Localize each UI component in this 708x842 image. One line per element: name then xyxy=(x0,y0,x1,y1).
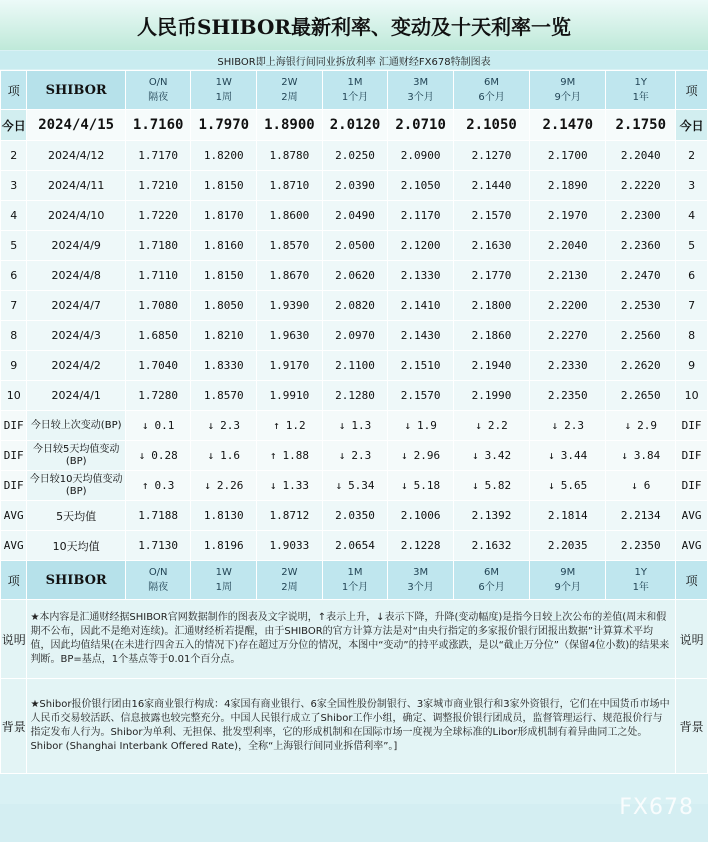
rate-cell: 1.7220 xyxy=(125,201,191,231)
row-date: 2024/4/10 xyxy=(27,201,125,231)
rate-cell: 1.7180 xyxy=(125,231,191,261)
row-date: 2024/4/11 xyxy=(27,171,125,201)
rate-cell: 1.7160 xyxy=(125,110,191,141)
background-label: 背景 xyxy=(1,679,27,774)
change-value: 0.28 xyxy=(151,449,178,462)
avg-row xyxy=(1,501,708,531)
arrow-down-icon: ↓ xyxy=(138,449,146,462)
dif-label: 今日较上次变动(BP) xyxy=(27,411,125,441)
change-cell xyxy=(388,411,454,441)
term-code: 1W xyxy=(215,77,232,88)
rate-cell: 2.0900 xyxy=(388,141,454,171)
row-index: 2 xyxy=(676,141,708,171)
row-index: 4 xyxy=(1,201,27,231)
table-row xyxy=(1,171,708,201)
rate-cell: 1.9390 xyxy=(257,291,323,321)
row-date: 2024/4/15 xyxy=(27,110,125,141)
rate-cell: 2.1510 xyxy=(388,351,454,381)
arrow-down-icon: ↓ xyxy=(401,449,408,462)
change-cell xyxy=(453,471,529,501)
term-name: 隔夜 xyxy=(148,582,169,593)
rate-cell: 2.2350 xyxy=(530,381,606,411)
avg-row xyxy=(1,531,708,561)
background-text: ★Shibor报价银行团由16家商业银行构成：4家国有商业银行、6家全国性股份制银行、3家城市商业银行和3家外资银行，它们在中国货币市场中人民币交易较活跃、信息披露也较完整充分。中国人民银行成立了Shibor工作小组，确定、调整报价银行团成员，监督管理运行、规范报价行与指定发布人行为。Shibor为单利、无担保、批发型利率，它的形成机制和在国际市场一度视为全球标准的Libor形成机制有着异曲同工之处。Shibor (Shanghai Interbank Offered Rate)，全称“上海银行间同业拆借利率”。] xyxy=(27,679,676,774)
table-row xyxy=(1,351,708,381)
change-value: 6 xyxy=(643,479,651,492)
dif-label: 今日较10天均值变动(BP) xyxy=(27,471,125,501)
dif-row xyxy=(1,441,708,471)
arrow-down-icon: ↓ xyxy=(204,479,211,492)
footer-band xyxy=(0,804,708,842)
change-value: 1.9 xyxy=(416,419,437,432)
term-header xyxy=(191,561,257,600)
row-index: 8 xyxy=(676,321,708,351)
change-value: 5.82 xyxy=(484,479,512,492)
header-row xyxy=(1,71,708,110)
term-code: 1M xyxy=(347,567,363,578)
term-name: 3个月 xyxy=(407,92,434,103)
rate-cell: 1.8670 xyxy=(257,261,323,291)
rate-cell: 1.8210 xyxy=(191,321,257,351)
row-index: 4 xyxy=(676,201,708,231)
change-value: 2.9 xyxy=(637,419,657,432)
row-date: 2024/4/8 xyxy=(27,261,125,291)
rate-cell: 2.2620 xyxy=(606,351,676,381)
arrow-down-icon: ↓ xyxy=(475,419,482,432)
rate-cell: 2.1800 xyxy=(453,291,529,321)
rate-cell: 1.8150 xyxy=(191,171,257,201)
arrow-down-icon: ↓ xyxy=(551,419,559,432)
rate-cell: 1.8570 xyxy=(191,381,257,411)
table-row xyxy=(1,201,708,231)
rate-cell: 1.8710 xyxy=(257,171,323,201)
rate-cell: 1.7188 xyxy=(125,501,191,531)
arrow-down-icon: ↓ xyxy=(621,449,628,462)
row-date: 2024/4/7 xyxy=(27,291,125,321)
arrow-up-icon: ↑ xyxy=(273,419,280,432)
rate-cell: 2.1940 xyxy=(453,351,529,381)
change-value: 2.3 xyxy=(564,419,584,432)
rate-cell: 2.1100 xyxy=(322,351,388,381)
term-code: 9M xyxy=(560,567,576,578)
change-value: 2.96 xyxy=(413,449,441,462)
table-row xyxy=(1,321,708,351)
page-title: 人民币SHIBOR最新利率、变动及十天利率一览 xyxy=(0,0,708,50)
rate-cell: 2.2035 xyxy=(530,531,606,561)
rate-cell: 1.7110 xyxy=(125,261,191,291)
term-header xyxy=(191,71,257,110)
row-date: 2024/4/9 xyxy=(27,231,125,261)
term-name: 3个月 xyxy=(407,582,434,593)
term-header xyxy=(530,561,606,600)
change-cell xyxy=(453,441,529,471)
rate-cell: 1.8330 xyxy=(191,351,257,381)
term-header xyxy=(453,561,529,600)
term-code: 2W xyxy=(281,567,298,578)
change-cell xyxy=(606,471,676,501)
change-cell xyxy=(322,411,388,441)
row-date: 2024/4/3 xyxy=(27,321,125,351)
rate-cell: 2.2470 xyxy=(606,261,676,291)
row-index: DIF xyxy=(676,441,708,471)
header-row xyxy=(1,561,708,600)
row-index: 6 xyxy=(676,261,708,291)
explain-label: 说明 xyxy=(676,600,708,679)
rate-cell: 1.8050 xyxy=(191,291,257,321)
rate-cell: 2.1700 xyxy=(530,141,606,171)
rate-cell: 2.2220 xyxy=(606,171,676,201)
arrow-down-icon: ↓ xyxy=(548,479,555,492)
rate-cell: 2.0350 xyxy=(322,501,388,531)
row-index: 6 xyxy=(1,261,27,291)
rate-cell: 2.1228 xyxy=(388,531,454,561)
rate-cell: 2.0390 xyxy=(322,171,388,201)
row-index: 8 xyxy=(1,321,27,351)
rate-cell: 2.2560 xyxy=(606,321,676,351)
change-value: 0.1 xyxy=(154,419,175,432)
rate-cell: 1.7210 xyxy=(125,171,191,201)
rate-cell: 1.7130 xyxy=(125,531,191,561)
term-code: 3M xyxy=(413,77,429,88)
arrow-up-icon: ↑ xyxy=(141,479,149,492)
rate-cell: 2.1630 xyxy=(453,231,529,261)
change-cell xyxy=(606,441,676,471)
rate-cell: 2.1890 xyxy=(530,171,606,201)
page-subtitle: SHIBOR即上海银行间同业拆放利率 汇通财经FX678特制图表 xyxy=(0,51,708,69)
change-cell xyxy=(125,471,191,501)
rate-cell: 2.1050 xyxy=(453,110,529,141)
rate-cell: 2.2270 xyxy=(530,321,606,351)
rate-cell: 2.1860 xyxy=(453,321,529,351)
rate-cell: 2.1970 xyxy=(530,201,606,231)
rate-cell: 2.1470 xyxy=(530,110,606,141)
rate-cell: 2.1410 xyxy=(388,291,454,321)
rate-cell: 1.8900 xyxy=(257,110,323,141)
rate-cell: 1.8170 xyxy=(191,201,257,231)
row-index: AVG xyxy=(1,501,27,531)
rate-cell: 2.1570 xyxy=(453,201,529,231)
change-cell xyxy=(322,471,388,501)
arrow-down-icon: ↓ xyxy=(207,449,215,462)
arrow-down-icon: ↓ xyxy=(141,419,149,432)
term-header xyxy=(322,71,388,110)
term-name: 2周 xyxy=(281,582,298,593)
change-cell xyxy=(606,411,676,441)
change-value: 3.42 xyxy=(484,449,512,462)
rate-cell: 2.2530 xyxy=(606,291,676,321)
row-index: 5 xyxy=(676,231,708,261)
term-name: 6个月 xyxy=(478,92,505,103)
term-name: 1个月 xyxy=(341,92,369,103)
term-name: 1年 xyxy=(632,92,649,103)
table-row xyxy=(1,291,708,321)
rate-cell: 1.7040 xyxy=(125,351,191,381)
avg-label: 5天均值 xyxy=(27,501,125,531)
rate-cell: 2.1430 xyxy=(388,321,454,351)
table-row xyxy=(1,261,708,291)
term-code: O/N xyxy=(148,567,168,578)
arrow-down-icon: ↓ xyxy=(548,449,555,462)
change-value: 0.3 xyxy=(154,479,175,492)
term-code: 1Y xyxy=(634,567,647,578)
rate-cell: 2.1200 xyxy=(388,231,454,261)
rate-cell: 2.2040 xyxy=(606,141,676,171)
background-label: 背景 xyxy=(676,679,708,774)
rate-cell: 2.2300 xyxy=(606,201,676,231)
row-date: 2024/4/2 xyxy=(27,351,125,381)
rate-cell: 1.7970 xyxy=(191,110,257,141)
rate-cell: 1.9630 xyxy=(257,321,323,351)
term-header xyxy=(453,71,529,110)
rate-cell: 2.1750 xyxy=(606,110,676,141)
change-value: 2.3 xyxy=(220,419,241,432)
rate-cell: 2.1770 xyxy=(453,261,529,291)
arrow-down-icon: ↓ xyxy=(269,479,277,492)
row-index: 5 xyxy=(1,231,27,261)
term-code: 1W xyxy=(215,567,232,578)
term-name: 1周 xyxy=(215,582,232,593)
term-header xyxy=(125,561,191,600)
rate-cell: 1.7080 xyxy=(125,291,191,321)
rate-cell: 2.2360 xyxy=(606,231,676,261)
term-header xyxy=(125,71,191,110)
change-cell xyxy=(453,411,529,441)
row-date: 2024/4/1 xyxy=(27,381,125,411)
arrow-down-icon: ↓ xyxy=(404,419,411,432)
arrow-down-icon: ↓ xyxy=(471,449,479,462)
row-index: AVG xyxy=(676,501,708,531)
rate-cell: 1.8150 xyxy=(191,261,257,291)
rate-cell: 2.1270 xyxy=(453,141,529,171)
rate-cell: 1.8600 xyxy=(257,201,323,231)
change-cell xyxy=(125,441,191,471)
change-value: 5.34 xyxy=(348,479,375,492)
change-value: 1.3 xyxy=(351,419,372,432)
term-header xyxy=(606,561,676,600)
change-cell xyxy=(388,471,454,501)
rate-table xyxy=(0,70,708,774)
explain-label: 说明 xyxy=(1,600,27,679)
rate-cell: 2.1170 xyxy=(388,201,454,231)
row-index: 7 xyxy=(676,291,708,321)
change-cell xyxy=(191,441,257,471)
rate-cell: 2.2330 xyxy=(530,351,606,381)
table-row xyxy=(1,141,708,171)
rate-cell: 2.0654 xyxy=(322,531,388,561)
rate-cell: 1.8780 xyxy=(257,141,323,171)
term-code: 3M xyxy=(413,567,429,578)
row-index: 10 xyxy=(676,381,708,411)
rate-cell: 2.2650 xyxy=(606,381,676,411)
arrow-up-icon: ↑ xyxy=(269,449,277,462)
arrow-down-icon: ↓ xyxy=(624,419,632,432)
arrow-down-icon: ↓ xyxy=(401,479,408,492)
row-index: 今日 xyxy=(676,110,708,141)
table-row xyxy=(1,231,708,261)
arrow-down-icon: ↓ xyxy=(631,479,638,492)
rate-cell: 1.8196 xyxy=(191,531,257,561)
background-row xyxy=(1,679,708,774)
term-header xyxy=(322,561,388,600)
rate-cell: 2.0820 xyxy=(322,291,388,321)
row-index: DIF xyxy=(676,411,708,441)
term-name: 9个月 xyxy=(554,92,581,103)
change-value: 1.33 xyxy=(282,479,309,492)
term-name: 9个月 xyxy=(554,582,581,593)
change-cell xyxy=(530,411,606,441)
side-label: 项 xyxy=(1,71,27,110)
rate-cell: 1.9170 xyxy=(257,351,323,381)
row-index: AVG xyxy=(1,531,27,561)
term-header xyxy=(257,71,323,110)
rate-cell: 2.1814 xyxy=(530,501,606,531)
row-index: 今日 xyxy=(1,110,27,141)
term-code: 6M xyxy=(484,77,500,88)
row-index: 3 xyxy=(1,171,27,201)
change-cell xyxy=(388,441,454,471)
change-cell xyxy=(257,441,323,471)
change-value: 2.2 xyxy=(487,419,508,432)
rate-cell: 2.1990 xyxy=(453,381,529,411)
rate-cell: 1.8130 xyxy=(191,501,257,531)
arrow-down-icon: ↓ xyxy=(471,479,479,492)
rate-cell: 2.0490 xyxy=(322,201,388,231)
change-value: 2.26 xyxy=(216,479,244,492)
change-cell xyxy=(322,441,388,471)
rate-cell: 1.6850 xyxy=(125,321,191,351)
rate-cell: 1.8200 xyxy=(191,141,257,171)
rate-cell: 1.9033 xyxy=(257,531,323,561)
arrow-down-icon: ↓ xyxy=(338,449,346,462)
dif-row xyxy=(1,411,708,441)
dif-label: 今日较5天均值变动(BP) xyxy=(27,441,125,471)
dif-row xyxy=(1,471,708,501)
today-row xyxy=(1,110,708,141)
row-index: DIF xyxy=(1,411,27,441)
term-code: 1Y xyxy=(634,77,647,88)
rate-cell: 2.2350 xyxy=(606,531,676,561)
term-name: 1周 xyxy=(215,92,232,103)
term-name: 1年 xyxy=(632,582,649,593)
rate-cell: 2.0120 xyxy=(322,110,388,141)
term-name: 2周 xyxy=(281,92,298,103)
rate-cell: 2.0620 xyxy=(322,261,388,291)
rate-cell: 1.8570 xyxy=(257,231,323,261)
header-label: SHIBOR xyxy=(27,561,125,600)
term-name: 1个月 xyxy=(341,582,369,593)
arrow-down-icon: ↓ xyxy=(207,419,215,432)
change-value: 1.2 xyxy=(285,419,306,432)
rate-cell: 2.1050 xyxy=(388,171,454,201)
rate-cell: 2.0970 xyxy=(322,321,388,351)
row-index: DIF xyxy=(1,471,27,501)
rate-cell: 1.7170 xyxy=(125,141,191,171)
header-label: SHIBOR xyxy=(27,71,125,110)
term-code: 2W xyxy=(281,77,298,88)
arrow-down-icon: ↓ xyxy=(338,419,346,432)
rate-cell: 2.2200 xyxy=(530,291,606,321)
rate-cell: 2.1632 xyxy=(453,531,529,561)
change-value: 5.18 xyxy=(413,479,441,492)
term-name: 6个月 xyxy=(478,582,505,593)
term-header xyxy=(388,71,454,110)
explain-row xyxy=(1,600,708,679)
avg-label: 10天均值 xyxy=(27,531,125,561)
side-label: 项 xyxy=(1,561,27,600)
rate-cell: 2.1280 xyxy=(322,381,388,411)
change-cell xyxy=(530,471,606,501)
term-code: 1M xyxy=(347,77,363,88)
row-index: DIF xyxy=(1,441,27,471)
change-value: 1.88 xyxy=(282,449,309,462)
row-index: 9 xyxy=(676,351,708,381)
term-header xyxy=(388,561,454,600)
rate-cell: 1.8160 xyxy=(191,231,257,261)
rate-cell: 1.9910 xyxy=(257,381,323,411)
change-value: 2.3 xyxy=(351,449,372,462)
row-index: 2 xyxy=(1,141,27,171)
term-header xyxy=(257,561,323,600)
change-value: 3.44 xyxy=(560,449,588,462)
rate-cell: 2.1392 xyxy=(453,501,529,531)
change-cell xyxy=(257,471,323,501)
change-cell xyxy=(125,411,191,441)
change-value: 5.65 xyxy=(560,479,588,492)
side-label: 项 xyxy=(676,561,708,600)
side-label: 项 xyxy=(676,71,708,110)
change-cell xyxy=(191,411,257,441)
term-code: O/N xyxy=(148,77,168,88)
rate-cell: 2.0250 xyxy=(322,141,388,171)
rate-cell: 2.0710 xyxy=(388,110,454,141)
rate-cell: 2.1440 xyxy=(453,171,529,201)
row-index: DIF xyxy=(676,471,708,501)
row-date: 2024/4/12 xyxy=(27,141,125,171)
term-code: 9M xyxy=(560,77,576,88)
row-index: AVG xyxy=(676,531,708,561)
row-index: 7 xyxy=(1,291,27,321)
rate-cell: 2.1006 xyxy=(388,501,454,531)
rate-cell: 2.2134 xyxy=(606,501,676,531)
rate-cell: 2.1330 xyxy=(388,261,454,291)
rate-cell: 1.7280 xyxy=(125,381,191,411)
change-value: 1.6 xyxy=(220,449,241,462)
explain-text: ★本内容是汇通财经据SHIBOR官网数据制作的图表及文字说明，↑表示上升，↓表示下降，升降(变动幅度)是指今日较上次公布的差值(周末和假期不公布，因此不是绝对连续)。汇通财经析若提醒，由于SHIBOR的官方计算方法是对“由央行指定的多家报价银行团报出数据”计算算术平均值，因此均值结果(在未进行四舍五入的情况下)存在超过万分位的情况，本图中“变动”的持平或涨跌，是以“截止万分位”（保留4位小数)的结果来判断。BP=基点，1个基点等于0.01个百分点。 xyxy=(27,600,676,679)
row-index: 10 xyxy=(1,381,27,411)
change-cell xyxy=(530,441,606,471)
table-row xyxy=(1,381,708,411)
arrow-down-icon: ↓ xyxy=(335,479,343,492)
change-cell xyxy=(257,411,323,441)
term-header xyxy=(530,71,606,110)
rate-cell: 2.2040 xyxy=(530,231,606,261)
row-index: 9 xyxy=(1,351,27,381)
change-value: 3.84 xyxy=(633,449,661,462)
watermark-logo: FX678 xyxy=(619,795,694,820)
rate-cell: 2.1570 xyxy=(388,381,454,411)
change-cell xyxy=(191,471,257,501)
row-index: 3 xyxy=(676,171,708,201)
rate-cell: 2.2130 xyxy=(530,261,606,291)
term-name: 隔夜 xyxy=(148,92,169,103)
rate-cell: 1.8712 xyxy=(257,501,323,531)
term-header xyxy=(606,71,676,110)
term-code: 6M xyxy=(484,567,500,578)
rate-cell: 2.0500 xyxy=(322,231,388,261)
